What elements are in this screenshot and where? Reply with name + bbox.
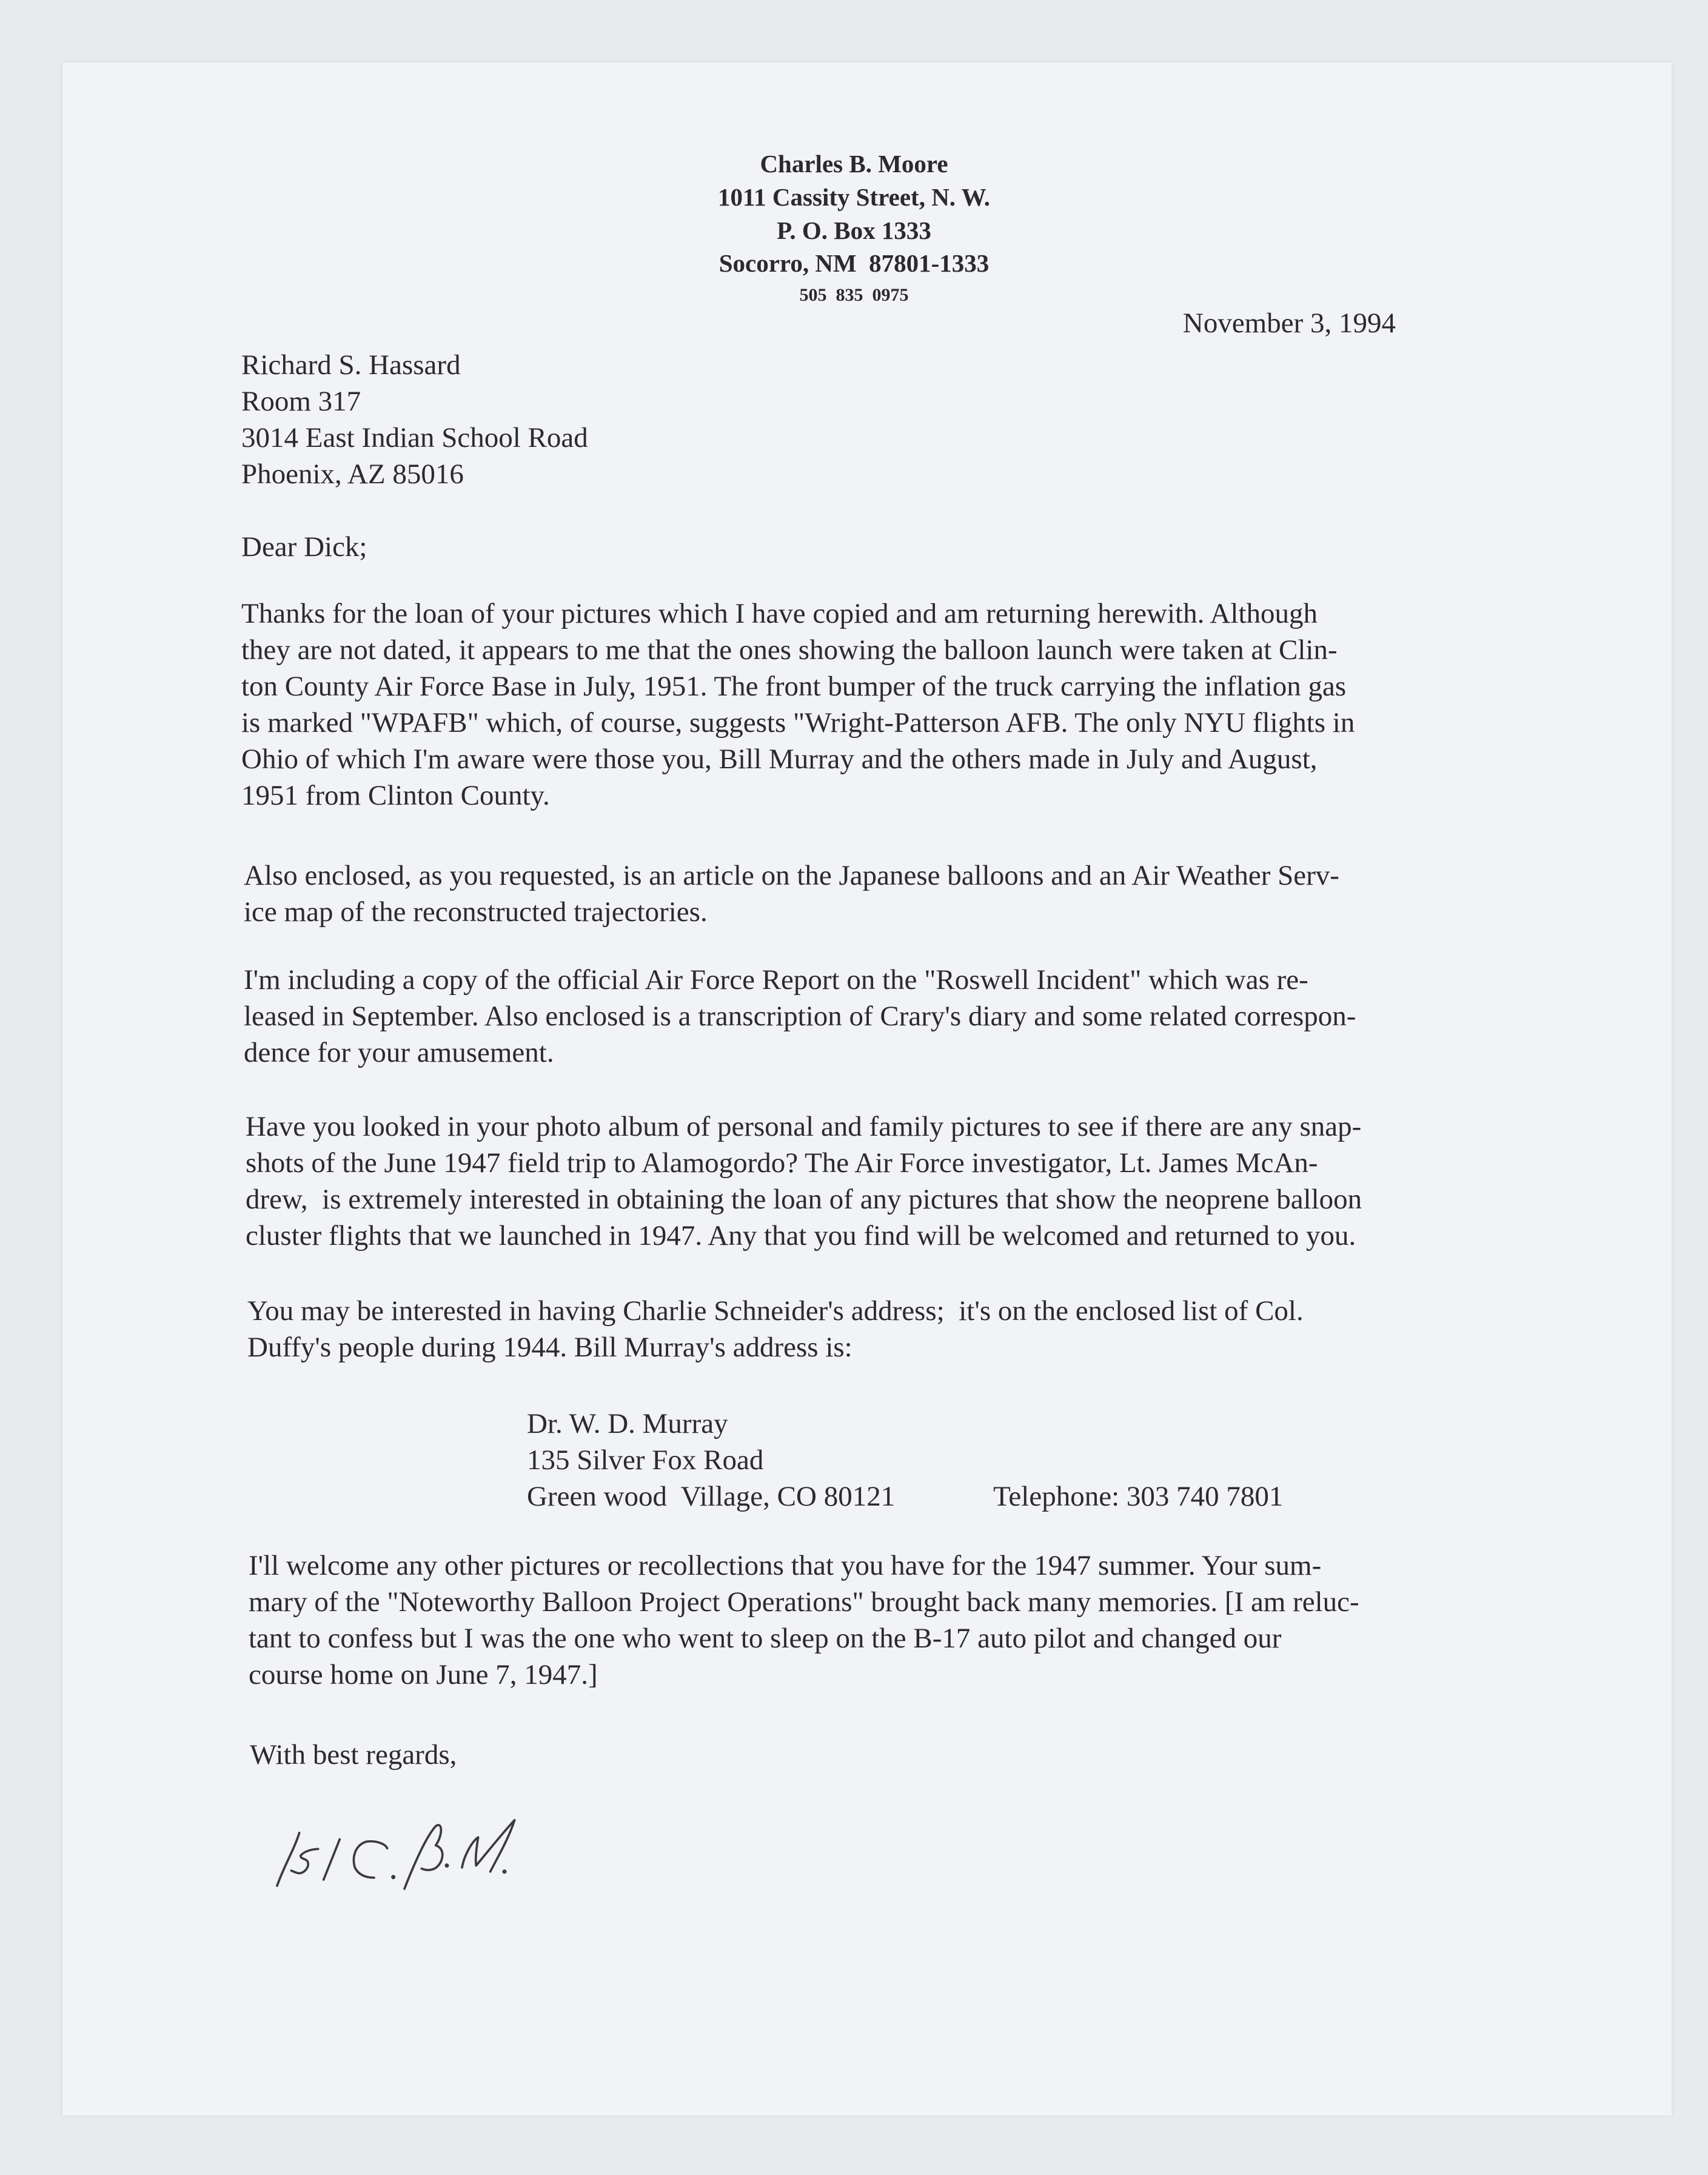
text-line: Also enclosed, as you requested, is an article on the Japanese balloons and an Air Weather Serv-: [244, 860, 1339, 891]
address-line: 135 Silver Fox Road: [527, 1444, 764, 1476]
recipient-line: Room 317: [241, 386, 361, 417]
letterhead-street: 1011 Cassity Street, N. W.: [717, 183, 991, 211]
signature-dot: [446, 1865, 447, 1866]
signature-stroke: [404, 1825, 443, 1889]
recipient-line: 3014 East Indian School Road: [241, 422, 588, 454]
paragraph-5: [247, 1293, 1304, 1366]
signature-stroke: [291, 1849, 318, 1873]
text-line: tant to confess but I was the one who went to sleep on the B-17 auto pilot and changed our: [249, 1623, 1282, 1654]
text-line: ton County Air Force Base in July, 1951. The front bumper of the truck carrying the inflation gas: [241, 671, 1347, 702]
text-line: leased in September. Also enclosed is a transcription of Crary's diary and some related correspon-: [244, 1000, 1356, 1032]
handwritten-signature: [230, 1789, 594, 1940]
text-line: course home on June 7, 1947.]: [249, 1659, 598, 1691]
address-line: Green wood Village, CO 80121: [527, 1481, 896, 1512]
paragraph-1: [241, 595, 1355, 814]
text-line: mary of the "Noteworthy Balloon Project Operations" brought back many memories. [I am reluc-: [249, 1586, 1359, 1618]
signature-stroke: [277, 1833, 300, 1886]
letterhead-phone: 505 835 0975: [799, 285, 909, 305]
text-line: is marked "WPAFB" which, of course, suggests "Wright-Patterson AFB. The only NYU flights in: [241, 707, 1355, 739]
letter-date: November 3, 1994: [1182, 307, 1396, 339]
signature-stroke: [324, 1839, 340, 1880]
letterhead-name: Charles B. Moore: [760, 150, 948, 178]
signature-dot: [503, 1871, 505, 1872]
text-line: ice map of the reconstructed trajectories.: [244, 896, 708, 928]
letterhead-city: Socorro, NM 87801-1333: [718, 249, 990, 277]
text-line: Thanks for the loan of your pictures which I have copied and am returning herewith. Although: [241, 598, 1318, 629]
murray-address: [527, 1406, 895, 1515]
text-line: shots of the June 1947 field trip to Alamogordo? The Air Force investigator, Lt. James McAn-: [246, 1147, 1318, 1179]
signature-stroke: [354, 1842, 387, 1878]
recipient-address: [241, 347, 588, 492]
text-line: Ohio of which I'm aware were those you, Bill Murray and the others made in July and August,: [241, 743, 1318, 775]
text-line: they are not dated, it appears to me that the ones showing the balloon launch were taken at Clin-: [241, 634, 1338, 666]
paragraph-3: [244, 962, 1356, 1071]
signature-stroke: [462, 1820, 515, 1872]
text-line: I'll welcome any other pictures or recollections that you have for the 1947 summer. Your sum-: [249, 1550, 1322, 1581]
recipient-line: Richard S. Hassard: [241, 349, 461, 381]
letterhead-po-box: P. O. Box 1333: [777, 216, 931, 244]
text-line: I'm including a copy of the official Air Force Report on the "Roswell Incident" which was re-: [244, 964, 1308, 996]
text-line: dence for your amusement.: [244, 1037, 554, 1068]
salutation: Dear Dick;: [241, 531, 367, 563]
text-line: Duffy's people during 1944. Bill Murray's address is:: [247, 1332, 852, 1363]
paragraph-4: [246, 1108, 1362, 1254]
murray-telephone: Telephone: 303 740 7801: [993, 1481, 1284, 1512]
address-line: Dr. W. D. Murray: [527, 1408, 728, 1439]
paragraph-2: [244, 857, 1339, 930]
text-line: You may be interested in having Charlie Schneider's address; it's on the enclosed list of Col.: [247, 1295, 1304, 1327]
text-line: cluster flights that we launched in 1947. Any that you find will be welcomed and returned to you.: [246, 1220, 1356, 1252]
signature-dot: [392, 1876, 394, 1878]
text-line: 1951 from Clinton County.: [241, 780, 550, 811]
closing: With best regards,: [250, 1739, 457, 1771]
paragraph-6: [249, 1547, 1359, 1693]
recipient-line: Phoenix, AZ 85016: [241, 458, 464, 490]
text-line: Have you looked in your photo album of personal and family pictures to see if there are any snap-: [246, 1111, 1362, 1142]
text-line: drew, is extremely interested in obtaining the loan of any pictures that show the neoprene balloon: [246, 1184, 1362, 1215]
